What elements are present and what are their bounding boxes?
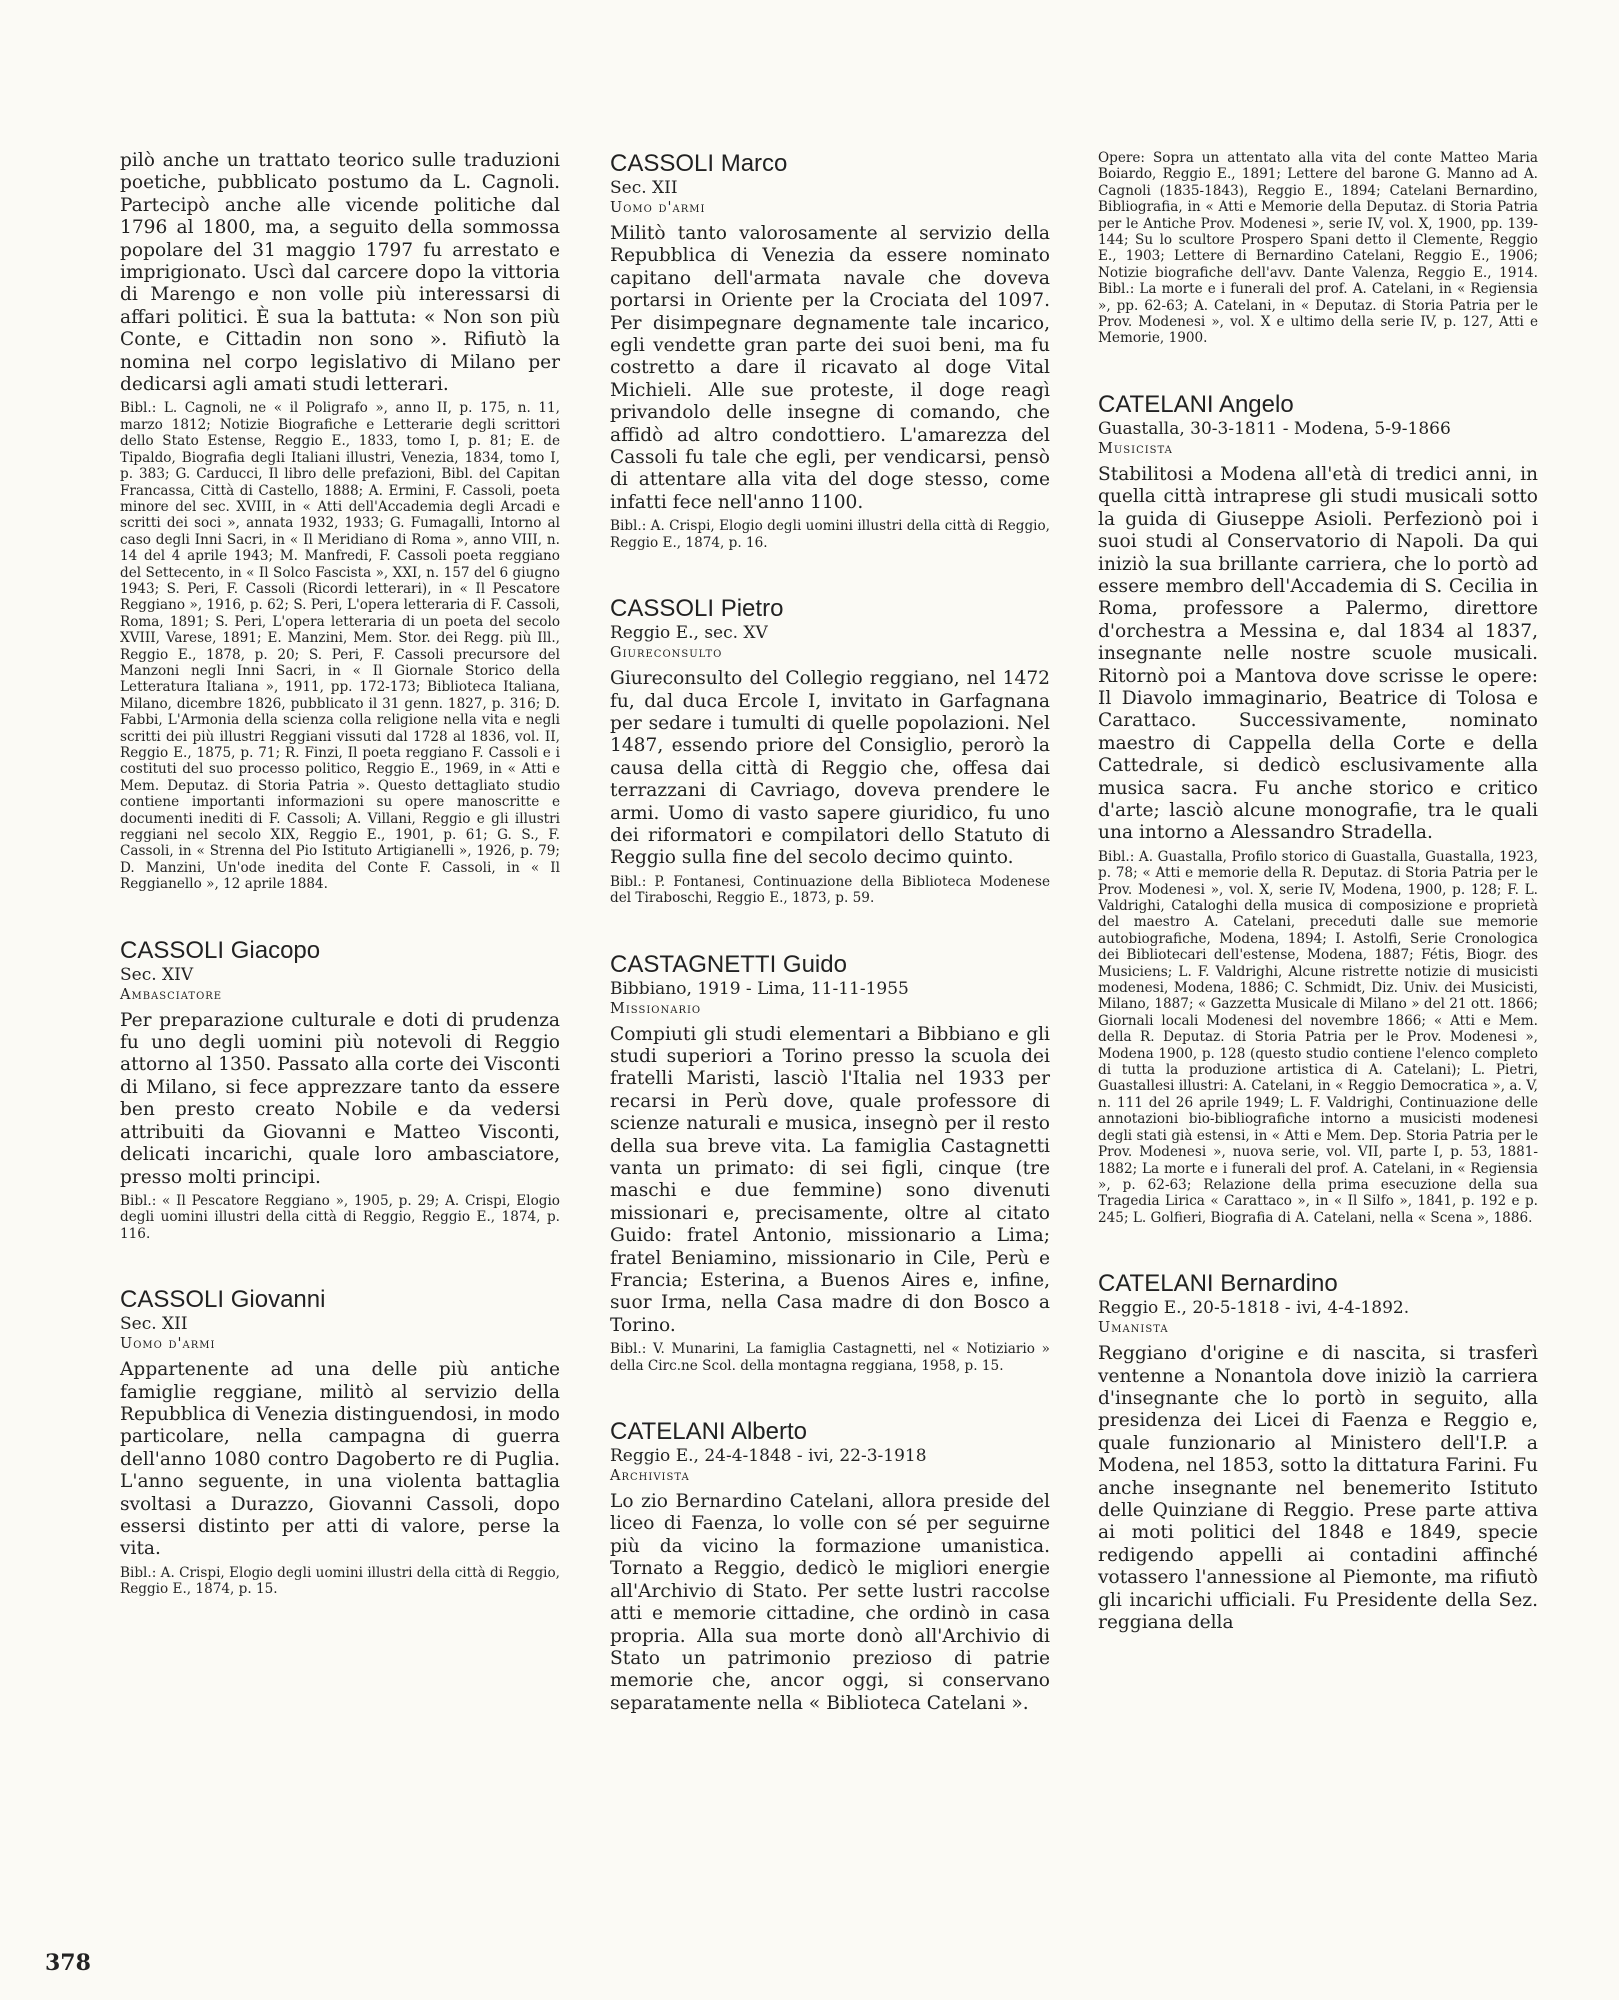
- entry-text: Militò tanto valorosamente al servizio della Repubblica di Venezia da essere nominato capitano dell'armata navale che doveva portarsi in Oriente per la Crociata del 1097. Per disimpegnare degnamente tale incarico, egli vendette gran parte dei suoi beni, ma fu costretto a dare il ricavato al doge Vital Michieli. Alle sue proteste, il doge reagì privandolo delle insegne di comando, che affidò ad altro condottiero. L'amarezza del Cassoli fu tale che egli, per vendicarsi, pensò di attentare alla vita del doge stesso, come infatti fece nell'anno 1100.: [610, 223, 1050, 513]
- entry-catelani-alberto: [610, 1418, 1050, 1715]
- entry-text: Compiuti gli studi elementari a Bibbiano e gli studi superiori a Torino presso la scuola dei fratelli Maristi, lasciò l'Italia nel 1933 per recarsi in Perù dove, quale professore di scienze naturali e musica, insegnò per il resto della sua breve vita. La famiglia Castagnetti vanta un primato: di sei figli, cinque (tre maschi e due femmine) sono divenuti missionari e, precisamente, oltre al citato Guido: fratel Antonio, missionario a Lima; fratel Beniamino, missionario in Cile, Perù e Francia; Esterina, a Buenos Aires e, infine, suor Irma, nella Casa madre di don Bosco a Torino.: [610, 1023, 1050, 1336]
- entry-dates: Bibbiano, 1919 - Lima, 11-11-1955: [610, 978, 909, 999]
- entry-bibliography: Bibl.: A. Crispi, Elogio degli uomini illustri della città di Reggio, Reggio E., 1874, p. 16.: [610, 518, 1050, 551]
- page-number: 378: [45, 1950, 91, 1976]
- entry-name: CASSOLI Giacopo: [120, 936, 321, 964]
- entry-role: Ambasciatore: [120, 986, 223, 1003]
- continuation-bibliography: Bibl.: L. Cagnoli, ne « il Poligrafo », anno II, p. 175, n. 11, marzo 1812; Notizie Biografiche e Letterarie degli scrittori dello Stato Estense, Reggio E., 1833, tomo I, p. 81; E. de Tipaldo, Biografia degli Italiani illustri, Venezia, 1834, tomo I, p. 383; G. Carducci, Il libro delle prefazioni, Bibl. del Capitan Francassa, Città di Castello, 1888; A. Ermini, F. Cassoli, poeta minore del sec. XVIII, in « Atti dell'Accademia degli Arcadi e scritti dei soci », annata 1932, 1933; G. Fumagalli, Intorno al caso degli Inni Sacri, in « Il Meridiano di Roma », anno VIII, n. 14 del 4 aprile 1943; M. Manfredi, F. Cassoli poeta reggiano del Settecento, in « Il Solco Fascista », XXI, n. 157 del 6 giugno 1943; S. Peri, F. Cassoli (Ricordi letterari), in « Il Pescatore Reggiano », 1916, p. 62; S. Peri, L'opera letteraria di F. Cassoli, Roma, 1891; S. Peri, L'opera letteraria di un poeta del secolo XVIII, Varese, 1891; E. Manzini, Mem. Stor. dei Regg. più Ill., Reggio E., 1878, p. 20; S. Peri, F. Cassoli precursore del Manzoni negli Inni Sacri, in « Il Giornale Storico della Letteratura Italiana », 1911, pp. 172-173; Biblioteca Italiana, Milano, dicembre 1826, pubblicato il 31 genn. 1827, p. 316; D. Fabbi, L'Armonia della scienza colla religione nella vita e negli scritti dei più illustri Reggiani vissuti dal 1728 al 1836, vol. II, Reggio E., 1875, p. 71; R. Finzi, Il poeta reggiano F. Cassoli e i costituti del suo processo politico, Reggio E., 1969, in « Atti e Mem. Deputaz. di Storia Patria ». Questo dettagliato studio contiene importanti informazioni su opere manoscritte e documenti inediti di F. Cassoli; A. Villani, Reggio e gli illustri reggiani nel secolo XIX, Reggio E., 1901, p. 61; G. S., F. Cassoli, in « Strenna del Pio Istituto Artigianelli », 1926, p. 79; D. Manzini, Un'ode inedita del Conte F. Cassoli, in « Il Reggianello », 12 aprile 1884.: [120, 400, 560, 893]
- entry-bibliography: Bibl.: A. Crispi, Elogio degli uomini illustri della città di Reggio, Reggio E., 1874, p. 15.: [120, 1564, 560, 1598]
- entry-catelani-angelo: [1098, 391, 1538, 1226]
- entry-name: CASSOLI Giovanni: [120, 1286, 326, 1314]
- entry-role: Uomo d'armi: [120, 1336, 216, 1353]
- entry-text: Reggiano d'origine e di nascita, si trasferì ventenne a Nonantola dove iniziò la carriera d'insegnante che lo portò in seguito, alla presidenza dei Licei di Faenza e Reggio e, quale funzionario al Ministero dell'I.P. a Modena, nel 1853, sotto la dittatura Farini. Fu anche insegnante nel benemerito Istituto delle Quinziane di Reggio. Prese parte attiva ai moti politici del 1848 e 1849, specie redigendo appelli ai contadini affinché votassero l'annessione al Piemonte, ma rifiutò gli incarichi ufficiali. Fu Presidente della Sez. reggiana della: [1098, 1343, 1538, 1633]
- entry-text: Stabilitosi a Modena all'età di tredici anni, in quella città intraprese gli studi musicali sotto la guida di Giuseppe Asioli. Perfezionò poi i suoi studi al Conservatorio di Napoli. Da qui iniziò la sua brillante carriera, che lo portò ad essere membro dell'Accademia di S. Cecilia in Roma, professore a Palermo, direttore d'orchestra a Messina e, dal 1834 al 1837, insegnante nelle nostre scuole musicali. Ritornò poi a Mantova dove scrisse le opere: Il Diavolo immaginario, Beatrice di Tolosa e Carattaco. Successivamente, nominato maestro di Cappella della Corte e della Cattedrale, si dedicò esclusivamente alla musica sacra. Fu anche storico e critico d'arte; lasciò alcune monografie, tra le quali una intorno a Alessandro Stradella.: [1098, 463, 1538, 844]
- entry-dates: Reggio E., 24-4-1848 - ivi, 22-3-1918: [610, 1446, 927, 1467]
- entry-role: Missionario: [610, 1000, 702, 1017]
- entry-text: Giureconsulto del Collegio reggiano, nel 1472 fu, dal duca Ercole I, invitato in Garfagnana per sedare i tumulti di quelle popolazioni. Nel 1487, essendo priore del Consiglio, perorò la causa della città di Reggio che, offesa dai terrazzani di Cavriago, doveva prendere le armi. Uomo di vasto sapere giuridico, fu uno dei riformatori e compilatori dello Statuto di Reggio sulla fine del secolo decimo quinto.: [610, 668, 1050, 869]
- entry-dates: Reggio E., sec. XV: [610, 623, 768, 644]
- entry-dates: Sec. XII: [120, 1314, 188, 1335]
- entry-text: Lo zio Bernardino Catelani, allora preside del liceo di Faenza, lo volle con sé per seguirne più da vicino la formazione umanistica. Tornato a Reggio, dedicò le migliori energie all'Archivio di Stato. Per sette lustri raccolse atti e memorie cittadine, che ordinò in casa propria. Alla sua morte donò all'Archivio di Stato un patrimonio prezioso di patrie memorie che, ancor oggi, si conservano separatamente nella « Biblioteca Catelani ».: [610, 1491, 1050, 1714]
- entry-dates: Guastalla, 30-3-1811 - Modena, 5-9-1866: [1098, 418, 1451, 439]
- entry-cassoli-marco: [610, 150, 1050, 551]
- entry-bibliography: Bibl.: « Il Pescatore Reggiano », 1905, p. 29; A. Crispi, Elogio degli uomini illustri della città di Reggio, Reggio E., 1874, p. 116.: [120, 1192, 560, 1242]
- entry-name: CATELANI Angelo: [1098, 390, 1294, 418]
- entry-cassoli-pietro: [610, 595, 1050, 906]
- entry-role: Giureconsulto: [610, 645, 723, 662]
- entry-name: CATELANI Alberto: [610, 1418, 807, 1446]
- entry-role: Archivista: [610, 1468, 690, 1485]
- continuation-text: pilò anche un trattato teorico sulle traduzioni poetiche, pubblicato postumo da L. Cagnoli. Partecipò anche alle vicende politiche dal 1796 al 1800, ma, a seguito della sommossa popolare del 31 maggio 1797 fu arrestato e imprigionato. Uscì dal carcere dopo la vittoria di Marengo e non volle più interessarsi di affari politici. È sua la battuta: « Non son più Conte, e Cittadin non sono ». Rifiutò la nomina nel corpo legislativo di Milano per dedicarsi agli amati studi letterari.: [120, 150, 560, 396]
- entry-cassoli-giovanni: [120, 1286, 560, 1597]
- entry-text: Appartenente ad una delle più antiche famiglie reggiane, militò al servizio della Repubblica di Venezia distinguendosi, in modo particolare, nella campagna di guerra dell'anno 1080 contro Dagoberto re di Puglia. L'anno seguente, in una violenta battaglia svoltasi a Durazzo, Giovanni Cassoli, dopo essersi distinto per atti di valore, perse la vita.: [120, 1359, 560, 1560]
- entry-bibliography: Bibl.: V. Munarini, La famiglia Castagnetti, nel « Notiziario » della Circ.ne Scol. della montagna reggiana, 1958, p. 15.: [610, 1341, 1050, 1374]
- entry-dates: Reggio E., 20-5-1818 - ivi, 4-4-1892.: [1098, 1298, 1410, 1319]
- entry-dates: Sec. XII: [610, 178, 678, 198]
- entry-text: Per preparazione culturale e doti di prudenza fu uno degli uomini più notevoli di Reggio attorno al 1350. Passato alla corte dei Visconti di Milano, si fece apprezzare tanto da essere ben presto creato Nobile e da vedersi attribuiti da Giovanni e Matteo Visconti, delicati incarichi, quale loro ambasciatore, presso molti principi.: [120, 1009, 560, 1188]
- entry-name: CASTAGNETTI Guido: [610, 950, 847, 978]
- column-1: [120, 150, 560, 1642]
- entry-name: CATELANI Bernardino: [1098, 1270, 1338, 1298]
- column-3: [1098, 150, 1538, 1678]
- entry-bibliography: Bibl.: P. Fontanesi, Continuazione della Biblioteca Modenese del Tiraboschi, Reggio E., 1873, p. 59.: [610, 873, 1050, 907]
- entry-castagnetti-guido: [610, 951, 1050, 1375]
- entry-bibliography: Bibl.: A. Guastalla, Profilo storico di Guastalla, Guastalla, 1923, p. 78; « Atti e memorie della R. Deputaz. di Storia Patria per le Prov. Modenesi », vol. X, serie IV, Modena, 1900, p. 128; F. L. Valdrighi, Cataloghi della musica di composizione e proprietà del maestro A. Catelani, preceduti dalle sue memorie autobiografiche, Modena, 1894; I. Astolfi, Serie Cronologica dei Bibliotecari dell'estense, Modena, 1887; Fétis, Biogr. des Musiciens; L. F. Valdrighi, Alcune ristrette notizie di musicisti modenesi, Modena, 1886; C. Schmidt, Diz. Univ. dei Musicisti, Milano, 1887; « Gazzetta Musicale di Milano » del 21 ott. 1866; Giornali locali Modenesi del novembre 1866; « Atti e Mem. della R. Deputaz. di Storia Patria per le Prov. Modenesi », Modena 1900, p. 128 (questo studio contiene l'elenco completo di tutta la produzione artistica di A. Catelani); L. Pietri, Guastallesi illustri: A. Catelani, in « Reggio Democratica », a. V, n. 111 del 26 aprile 1949; L. F. Valdrighi, Continuazione delle annotazioni bio-bibliografiche intorno a musicisti modenesi degli stati già estensi, in « Atti e Mem. Dep. Storia Patria per le Prov. Modenesi », nuova serie, vol. VII, parte I, p. 53, 1881-1882; La morte e i funerali del prof. A. Catelani, in « Regiensia », p. 62-63; Relazione della prima esecuzione della sua Tragedia Lirica « Carattaco », in « Il Silfo », 1841, p. 192 e p. 245; L. Golfieri, Biografia di A. Catelani, nella « Scena », 1886.: [1098, 848, 1538, 1226]
- entry-role: Umanista: [1098, 1320, 1169, 1337]
- entry-name: CASSOLI Marco: [610, 150, 788, 177]
- entry-catelani-bernardino: [1098, 1270, 1538, 1634]
- entry-name: CASSOLI Pietro: [610, 595, 784, 623]
- continuation-bibliography: Opere: Sopra un attentato alla vita del conte Matteo Maria Boiardo, Reggio E., 1891; Lettere del barone G. Manno ad A. Cagnoli (1835-1843), Reggio E., 1894; Catelani Bernardino, Bibliografia, in « Atti e Memorie della Deputaz. di Storia Patria per le Antiche Prov. Modenesi », serie IV, vol. X, 1900, pp. 139-144; Su lo scultore Prospero Spani detto il Clemente, Reggio E., 1903; Lettere di Bernardino Catelani, Reggio E., 1906; Notizie biografiche dell'avv. Dante Valenza, Reggio E., 1914. Bibl.: La morte e i funerali del prof. A. Catelani, in « Regiensia », pp. 62-63; A. Catelani, in « Deputaz. di Storia Patria per le Prov. Modenesi », vol. X e ultimo della serie IV, p. 127, Atti e Memorie, 1900.: [1098, 150, 1538, 347]
- entry-role: Musicista: [1098, 440, 1173, 457]
- entry-cassoli-giacopo: [120, 937, 560, 1242]
- entry-role: Uomo d'armi: [610, 200, 706, 216]
- entry-dates: Sec. XIV: [120, 964, 194, 985]
- column-2: [610, 150, 1050, 1759]
